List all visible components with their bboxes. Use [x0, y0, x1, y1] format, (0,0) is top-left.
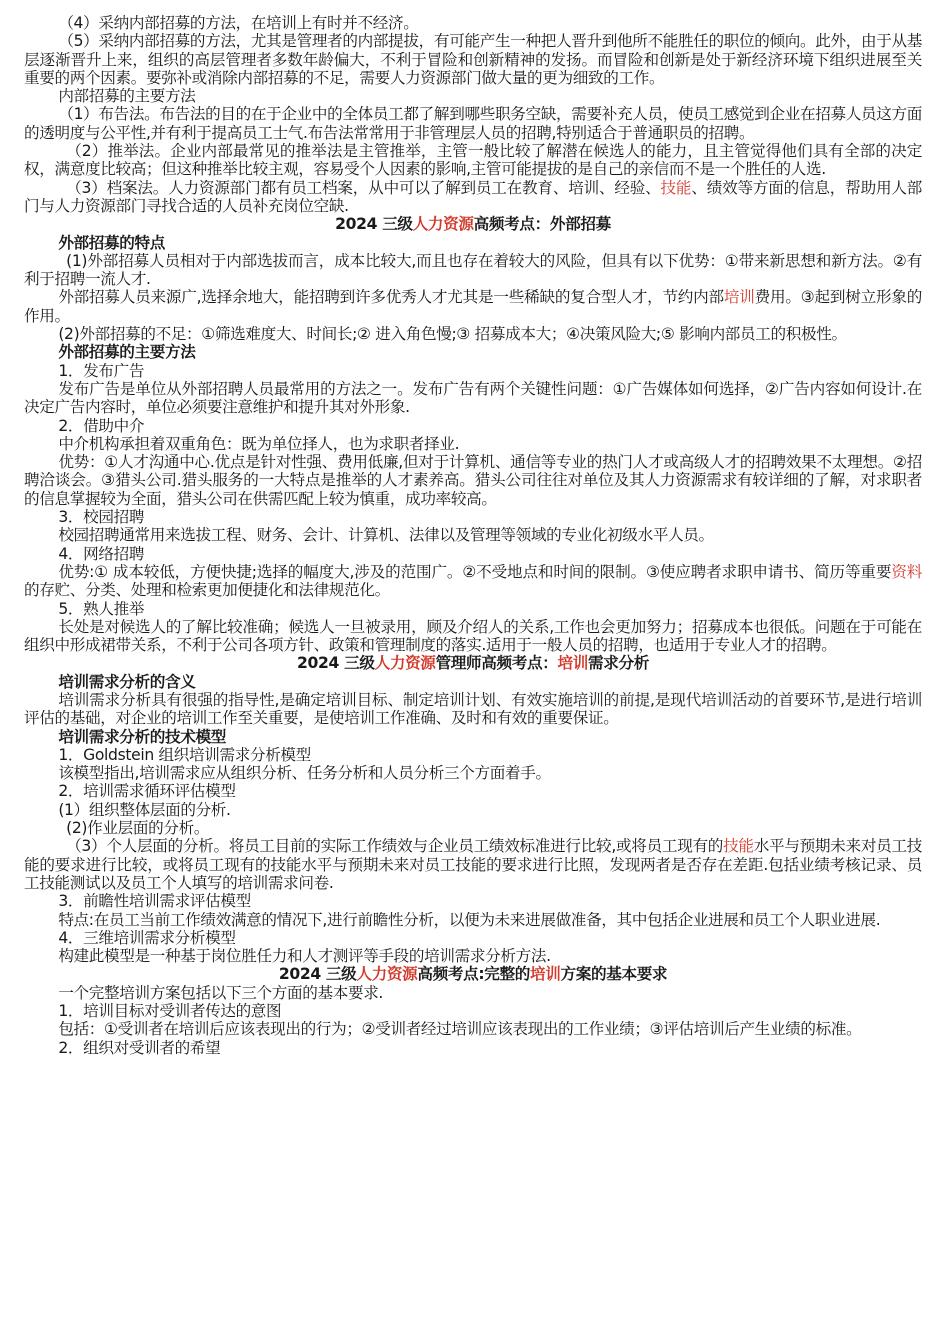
text-run: 高频考点：外部招募: [473, 215, 611, 234]
paragraph: [24, 325, 922, 343]
paragraph: [24, 929, 922, 947]
text-run: 费用。③起到树立形象的作用。: [24, 288, 922, 325]
text-run: 外部招募的主要方法: [58, 343, 196, 362]
text-run: 中介机构承担着双重角色：既为单位择人，也为求职者择业.: [58, 434, 460, 453]
paragraph: [24, 600, 922, 618]
text-run: 内部招募的主要方法: [58, 87, 196, 106]
paragraph: [24, 362, 922, 380]
paragraph: [24, 801, 922, 819]
section-heading: [24, 215, 922, 233]
text-run: 外部招募人员来源广,选择余地大，能招聘到许多优秀人才尤其是一些稀缺的复合型人才，节约内部: [58, 288, 724, 307]
text-run: （3）档案法。人力资源部门都有员工档案，从中可以了解到员工在教育、培训、经验、: [66, 178, 661, 197]
text-run: （5）采纳内部招募的方法，尤其是管理者的内部提拔，有可能产生一种把人晋升到他所不能胜任的职位的倾向。此外，由于从基层逐渐晋升上来，组织的高层管理者多数年龄偏大，不利于冒险和创新精神的发扬。而冒险和创新是处于新经济环境下组织进展至关重要的两个因素。要弥补或消除内部招募的不足，需要人力资源部门做大量的更为细致的工作。: [24, 32, 922, 87]
text-run: (1)外部招募人员相对于内部选拔而言，成本比较大,而且也存在着较大的风险，但具有以下优势：①带来新思想和新方法。②有利于招聘一流人才.: [24, 251, 922, 289]
paragraph: [24, 1039, 922, 1057]
text-run: 2．借助中介: [58, 416, 145, 435]
section-heading: [24, 965, 922, 983]
text-run: 需求分析: [588, 654, 649, 673]
highlight-term: 人力资源: [374, 654, 436, 673]
text-run: 4．网络招聘: [58, 544, 145, 563]
highlight-term: 人力资源: [412, 215, 474, 234]
paragraph: [24, 105, 922, 142]
paragraph: [24, 782, 922, 800]
paragraph: [24, 1020, 922, 1038]
text-run: 1．Goldstein 组织培训需求分析模型: [58, 745, 311, 764]
highlight-term: 培训: [723, 288, 755, 307]
text-run: 、绩效等方面的信息，帮助用人部门与人力资源部门寻找合适的人员补充岗位空缺.: [24, 178, 922, 215]
paragraph: [24, 32, 922, 87]
paragraph: [24, 563, 922, 600]
text-run: 培训需求分析的技术模型: [58, 727, 226, 746]
paragraph: [24, 179, 922, 216]
subsection-heading: [24, 234, 922, 252]
highlight-term: 资料: [891, 562, 922, 581]
text-run: 长处是对候选人的了解比较准确；候选人一旦被录用，顾及介绍人的关系,工作也会更加努力；招募成本也很低。问题在于可能在组织中形成裙带关系，不利于公司各项方针、政策和管理制度的落实.适用于一般人员的招聘，也适用于专业人才的招聘。: [24, 617, 922, 655]
paragraph: [24, 288, 922, 325]
text-run: 培训需求分析的含义: [58, 672, 196, 691]
text-run: 管理师高频考点：: [435, 654, 558, 673]
text-run: 3．校园招聘: [58, 508, 145, 527]
text-run: 外部招募的特点: [58, 233, 166, 252]
highlight-term: 技能: [723, 837, 754, 856]
text-run: （1）布告法。布告法的目的在于企业中的全体员工都了解到哪些职务空缺，需要补充人员，使员工感觉到企业在招募人员这方面的透明度与公平性,并有利于提高员工士气.布告法常常用于非管理层人员的招聘,特别适合于普通职员的招聘。: [24, 105, 922, 142]
text-run: 培训需求分析具有很强的指导性,是确定培训目标、制定培训计划、有效实施培训的前提,是现代培训活动的首要环节,是进行培训评估的基础，对企业的培训工作至关重要，是使培训工作准确、及时和有效的重要保证。: [24, 690, 922, 728]
paragraph: [24, 435, 922, 453]
paragraph: [24, 892, 922, 910]
paragraph: [24, 142, 922, 179]
text-run: 包括：①受训者在培训后应该表现出的行为；②受训者经过培训应该表现出的工作业绩；③评估培训后产生业绩的标准。: [58, 1020, 862, 1039]
paragraph: [24, 746, 922, 764]
paragraph: [24, 14, 922, 32]
section-heading: [24, 654, 922, 672]
subsection-heading: [24, 673, 922, 691]
paragraph: [24, 526, 922, 544]
paragraph: [24, 380, 922, 417]
subsection-heading: [24, 728, 922, 746]
text-run: 5．熟人推举: [58, 599, 145, 618]
text-run: 水平与预期未来对员工技能的要求进行比较，或将员工现有的技能水平与预期未来对员工技能的要求进行比照，发现两者是否存在差距.包括业绩考核记录、员工技能测试以及员工个人填写的培训需求问卷.: [24, 837, 922, 892]
text-run: 高频考点:完整的: [417, 965, 530, 984]
text-run: （4）采纳内部招募的方法，在培训上有时并不经济。: [58, 14, 419, 32]
text-run: 2．培训需求循环评估模型: [58, 782, 236, 801]
paragraph: [24, 87, 922, 105]
highlight-term: 人力资源: [356, 965, 418, 984]
highlight-term: 培训: [529, 965, 561, 984]
text-run: 方案的基本要求: [560, 965, 668, 984]
text-run: 4．三维培训需求分析模型: [58, 928, 236, 947]
paragraph: [24, 252, 922, 289]
text-run: 2024 三级: [335, 215, 413, 234]
highlight-term: 培训: [557, 654, 589, 673]
paragraph: [24, 417, 922, 435]
highlight-term: 技能: [660, 178, 692, 197]
text-run: 该模型指出,培训需求应从组织分析、任务分析和人员分析三个方面着手。: [58, 764, 551, 783]
text-run: 优势:① 成本较低，方便快捷;选择的幅度大,涉及的范围广。②不受地点和时间的限制。③使应聘者求职申请书、简历等重要: [58, 562, 892, 581]
paragraph: [24, 837, 922, 892]
text-run: 特点:在员工当前工作绩效满意的情况下,进行前瞻性分析，以便为未来进展做准备，其中包括企业进展和员工个人职业进展.: [58, 910, 881, 929]
paragraph: [24, 508, 922, 526]
subsection-heading: [24, 343, 922, 361]
text-run: 2024 三级: [297, 654, 375, 673]
paragraph: [24, 764, 922, 782]
paragraph: [24, 691, 922, 728]
text-run: 2024 三级: [278, 965, 357, 984]
text-run: （2）推举法。企业内部最常见的推举法是主管推举，主管一般比较了解潜在候选人的能力，且主管觉得他们具有全部的决定权，满意度比较高；但这种推举比较主观，容易受个人因素的影响,主管可能提拔的是自己的亲信而不是一个胜任的人选.: [24, 142, 922, 179]
paragraph: [24, 947, 922, 965]
text-run: 一个完整培训方案包括以下三个方面的基本要求.: [58, 983, 384, 1002]
paragraph: [24, 618, 922, 655]
text-run: (2)外部招募的不足：①筛选难度大、时间长;② 进入角色慢;③ 招募成本大；④决策风险大;⑤ 影响内部员工的积极性。: [58, 325, 847, 344]
text-run: 校园招聘通常用来选拔工程、财务、会计、计算机、法律以及管理等领域的专业化初级水平人员。: [58, 526, 714, 545]
text-run: 的存贮、分类、处理和检索更加便捷化和法律规范化。: [24, 581, 390, 600]
text-run: (2)作业层面的分析。: [66, 819, 210, 838]
text-run: 3．前瞻性培训需求评估模型: [58, 892, 251, 911]
paragraph: [24, 545, 922, 563]
text-run: 1．培训目标对受训者传达的意图: [58, 1002, 282, 1021]
paragraph: [24, 453, 922, 508]
text-run: 2．组织对受训者的希望: [58, 1038, 221, 1057]
paragraph: [24, 984, 922, 1002]
text-run: 优势：①人才沟通中心.优点是针对性强、费用低廉,但对于计算机、通信等专业的热门人才或高级人才的招聘效果不太理想。②招聘洽谈会。③猎头公司.猎头服务的一大特点是推举的人才素养高。猎头公司往往对单位及其人力资源需求有较详细的了解，对求职者的信息掌握较为全面，猎头公司在供需匹配上较为慎重，成功率较高。: [24, 453, 922, 508]
text-run: 1．发布广告: [58, 361, 145, 380]
text-run: 发布广告是单位从外部招聘人员最常用的方法之一。发布广告有两个关键性问题：①广告媒体如何选择，②广告内容如何设计.在决定广告内容时，单位必须要注意维护和提升其对外形象.: [24, 379, 922, 417]
text-run: (1）组织整体层面的分析.: [58, 800, 231, 819]
text-run: （3）个人层面的分析。将员工目前的实际工作绩效与企业员工绩效标准进行比较,或将员工现有的: [66, 837, 724, 856]
paragraph: [24, 819, 922, 837]
paragraph: [24, 911, 922, 929]
text-run: 构建此模型是一种基于岗位胜任力和人才测评等手段的培训需求分析方法.: [58, 947, 551, 966]
paragraph: [24, 1002, 922, 1020]
